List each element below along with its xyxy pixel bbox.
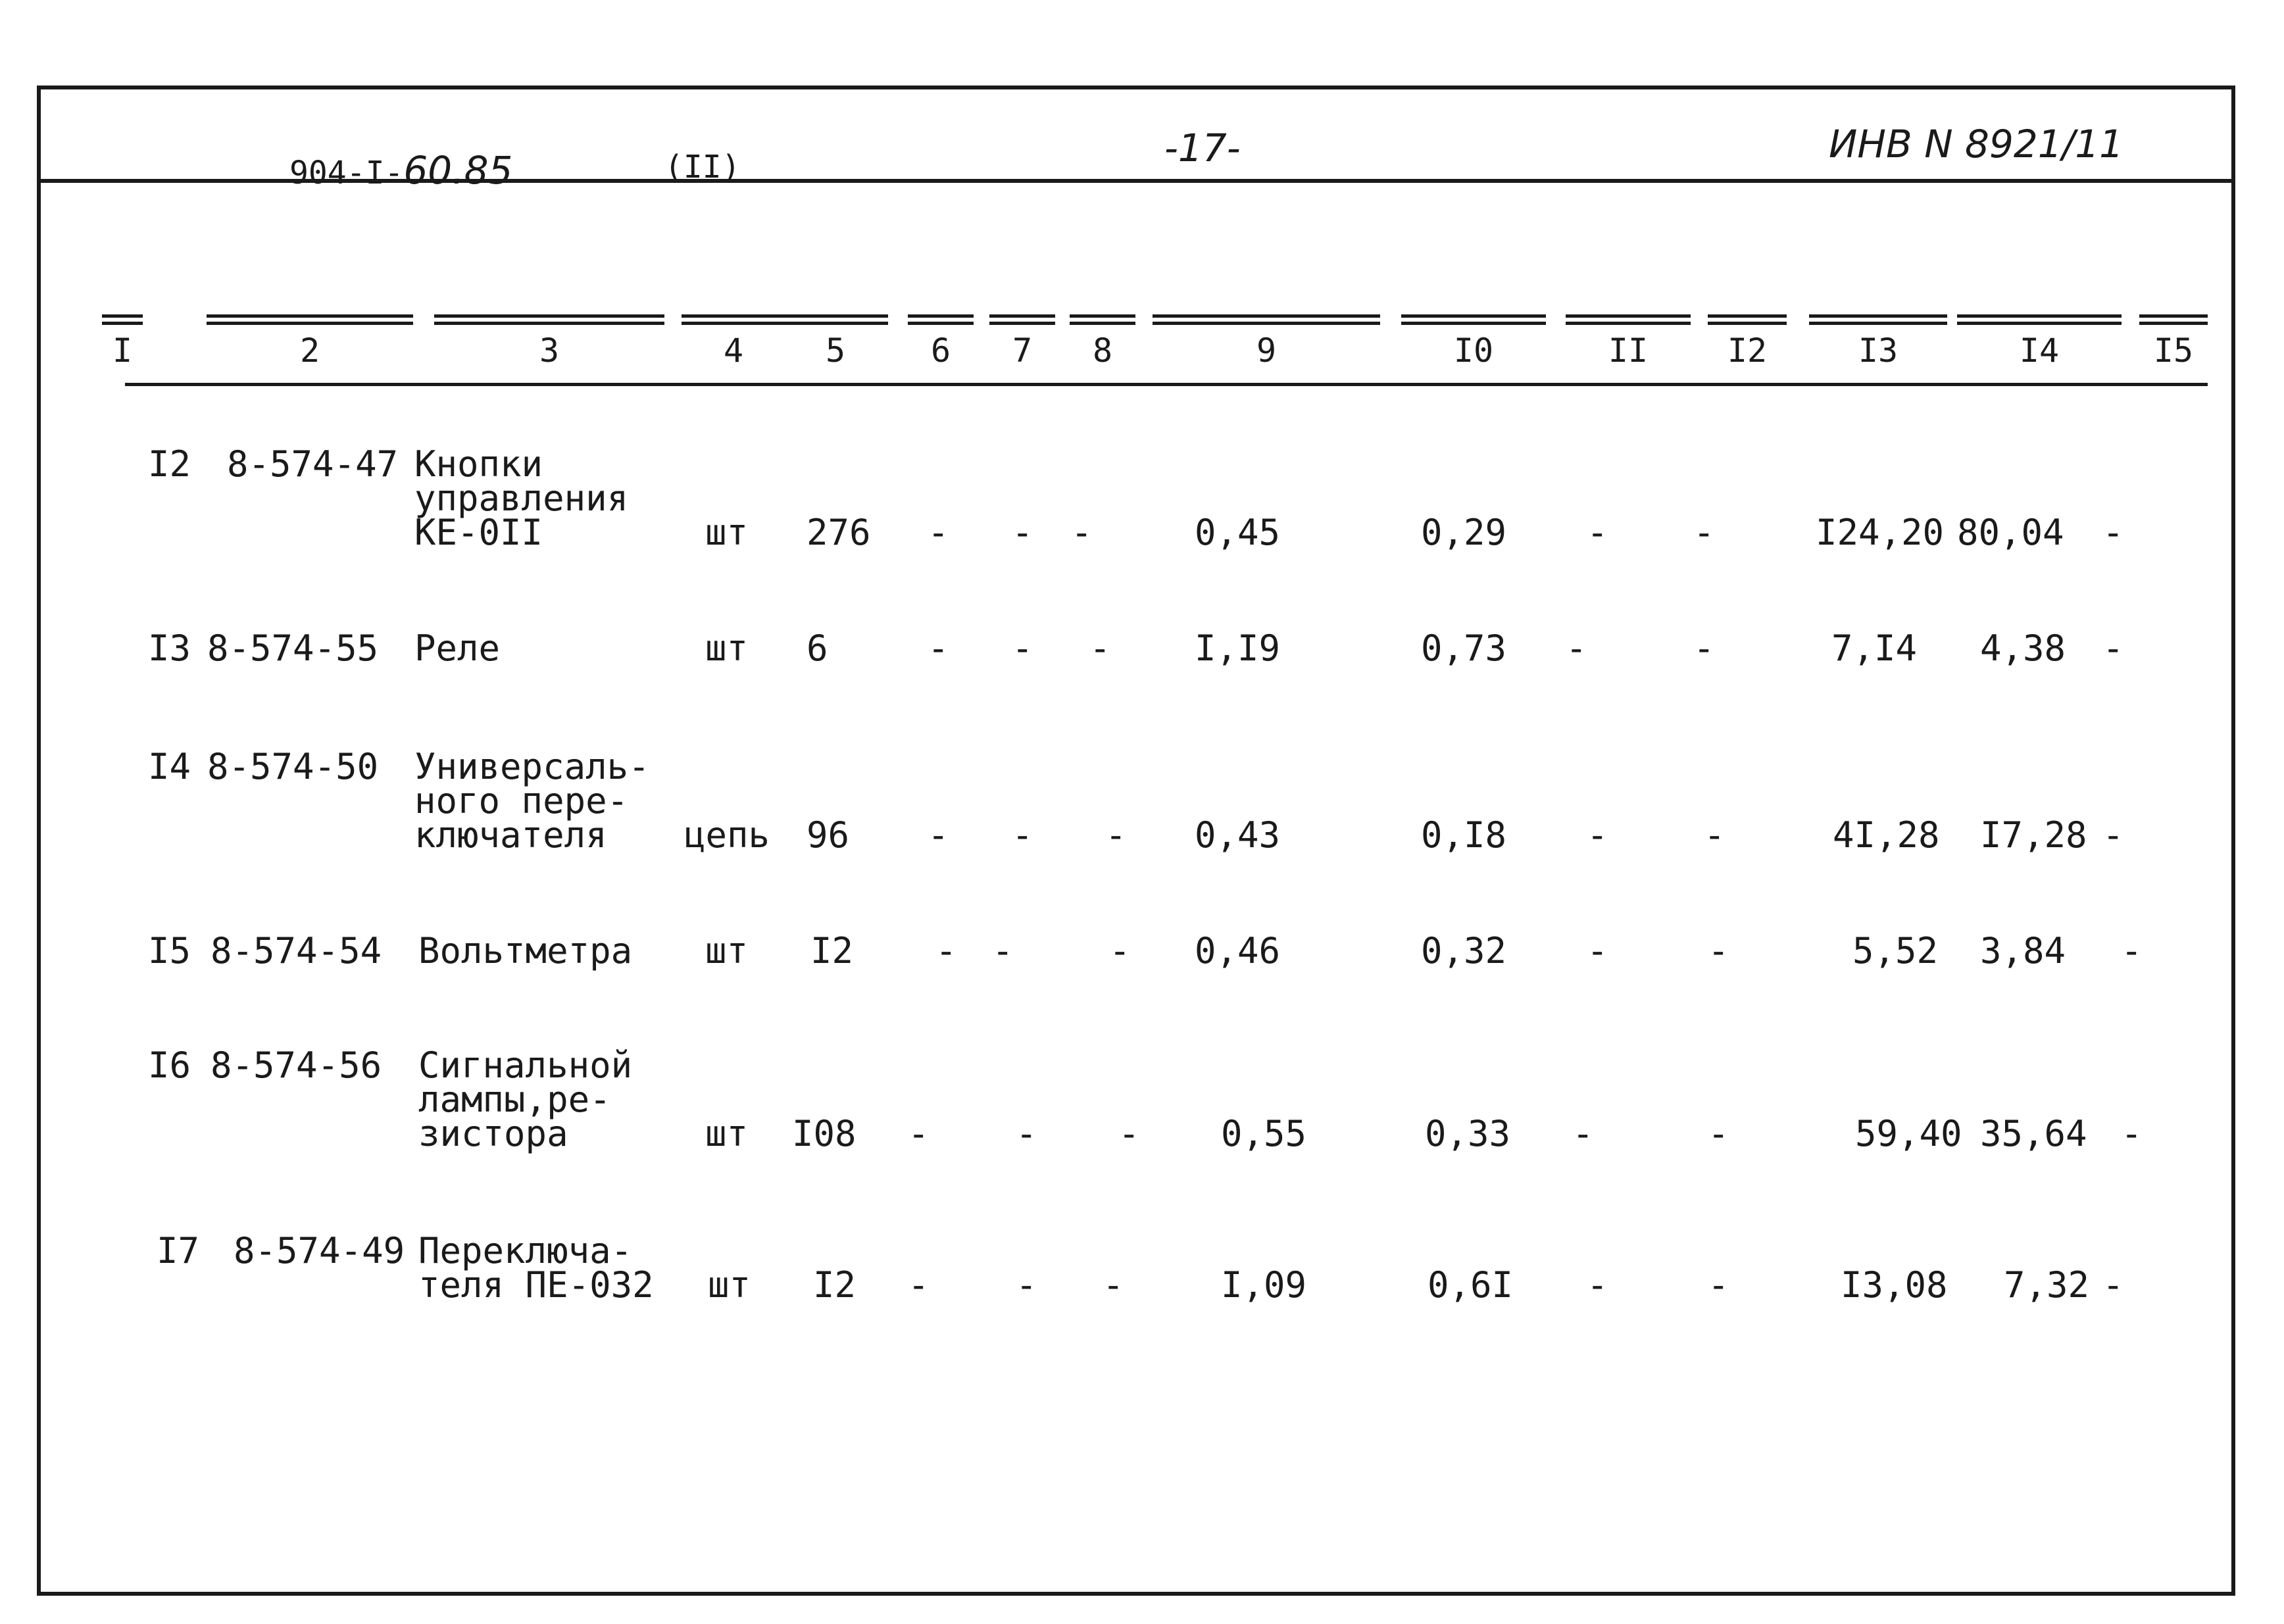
col-header-1: I bbox=[102, 314, 143, 367]
row-code: 8-574-56 bbox=[211, 1045, 382, 1086]
col-header-3: 3 bbox=[434, 314, 664, 367]
row-col13: 5,52 bbox=[1852, 930, 1939, 972]
row-description: Переключа- теля ПЕ-032 bbox=[418, 1230, 654, 1306]
row-col13: 4I,28 bbox=[1833, 814, 1940, 856]
col-header-8: 8 bbox=[1070, 314, 1135, 367]
row-col14: 35,64 bbox=[1980, 1113, 2087, 1154]
row-col6: - bbox=[928, 814, 949, 856]
row-col9: I,09 bbox=[1221, 1264, 1307, 1306]
col-header-4: 4 bbox=[682, 314, 785, 367]
row-col7: - bbox=[1016, 1264, 1037, 1306]
col-header-14: I4 bbox=[1957, 314, 2122, 367]
row-col10: 0,33 bbox=[1425, 1113, 1511, 1154]
row-col8: - bbox=[1109, 930, 1131, 972]
row-col6: - bbox=[928, 512, 949, 553]
header-underline bbox=[125, 383, 2208, 386]
row-col12: - bbox=[1704, 814, 1725, 856]
row-col11: - bbox=[1587, 930, 1608, 972]
row-col10: 0,73 bbox=[1421, 627, 1507, 669]
row-description: Сигнальной лампы,ре- зистора bbox=[418, 1045, 633, 1154]
row-col13: 7,I4 bbox=[1831, 627, 1918, 669]
col-header-6: 6 bbox=[908, 314, 974, 367]
row-code: 8-574-54 bbox=[211, 930, 382, 972]
row-col10: 0,29 bbox=[1421, 512, 1507, 553]
row-col7: - bbox=[992, 930, 1014, 972]
row-col9: 0,45 bbox=[1195, 512, 1281, 553]
row-col8: - bbox=[1105, 814, 1127, 856]
row-col6: - bbox=[935, 930, 957, 972]
col-header-5: 5 bbox=[783, 314, 888, 367]
row-col15: - bbox=[2102, 627, 2124, 669]
row-number: I2 bbox=[148, 443, 191, 485]
row-description: Реле bbox=[414, 627, 501, 669]
row-col9: 0,55 bbox=[1221, 1113, 1307, 1154]
row-col6: - bbox=[928, 627, 949, 669]
col-header-11: II bbox=[1566, 314, 1691, 367]
row-col12: - bbox=[1708, 930, 1729, 972]
doc-code-handwritten: 60.85 bbox=[403, 148, 513, 193]
row-number: I7 bbox=[157, 1230, 200, 1271]
row-col15: - bbox=[2102, 512, 2124, 553]
row-col8: - bbox=[1103, 1264, 1124, 1306]
row-description: Универсаль- ного пере- ключателя bbox=[414, 746, 650, 856]
row-col15: - bbox=[2102, 1264, 2124, 1306]
row-col9: I,I9 bbox=[1195, 627, 1281, 669]
row-qty: I2 bbox=[810, 930, 854, 972]
row-code: 8-574-47 bbox=[227, 443, 399, 485]
row-qty: I08 bbox=[792, 1113, 856, 1154]
row-number: I5 bbox=[148, 930, 191, 972]
row-col10: 0,I8 bbox=[1421, 814, 1507, 856]
row-code: 8-574-55 bbox=[207, 627, 379, 669]
inventory-number: ИНВ N 8921/11 bbox=[1829, 122, 2123, 166]
col-header-15: I5 bbox=[2139, 314, 2208, 367]
row-col14: 4,38 bbox=[1980, 627, 2066, 669]
row-col12: - bbox=[1708, 1113, 1729, 1154]
row-col12: - bbox=[1693, 512, 1715, 553]
row-qty: 276 bbox=[807, 512, 871, 553]
row-qty: I2 bbox=[813, 1264, 856, 1306]
doc-code bbox=[289, 148, 513, 193]
row-number: I3 bbox=[148, 627, 191, 669]
row-col8: - bbox=[1071, 512, 1093, 553]
col-header-7: 7 bbox=[989, 314, 1055, 367]
row-col10: 0,32 bbox=[1421, 930, 1507, 972]
row-col9: 0,46 bbox=[1195, 930, 1281, 972]
col-header-12: I2 bbox=[1708, 314, 1787, 367]
row-col11: - bbox=[1587, 1264, 1608, 1306]
col-header-2: 2 bbox=[207, 314, 413, 367]
col-header-9: 9 bbox=[1153, 314, 1380, 367]
row-number: I6 bbox=[148, 1045, 191, 1086]
row-col14: 80,04 bbox=[1957, 512, 2064, 553]
row-col7: - bbox=[1012, 814, 1033, 856]
row-col12: - bbox=[1693, 627, 1715, 669]
row-col13: 59,40 bbox=[1855, 1113, 1962, 1154]
row-col13: I3,08 bbox=[1841, 1264, 1948, 1306]
row-number: I4 bbox=[148, 746, 191, 787]
row-code: 8-574-49 bbox=[234, 1230, 405, 1271]
row-col6: - bbox=[908, 1264, 930, 1306]
row-col15: - bbox=[2121, 930, 2143, 972]
row-col8: - bbox=[1118, 1113, 1140, 1154]
row-unit: шт bbox=[708, 1264, 751, 1306]
row-col11: - bbox=[1587, 512, 1608, 553]
row-col8: - bbox=[1089, 627, 1111, 669]
row-col7: - bbox=[1016, 1113, 1037, 1154]
row-code: 8-574-50 bbox=[207, 746, 379, 787]
row-col11: - bbox=[1566, 627, 1587, 669]
row-description: Вольтметра bbox=[418, 930, 633, 972]
section-number: (II) bbox=[664, 149, 741, 185]
col-header-13: I3 bbox=[1809, 314, 1947, 367]
row-unit: шт bbox=[705, 512, 749, 553]
row-col7: - bbox=[1012, 512, 1033, 553]
row-col14: 7,32 bbox=[2004, 1264, 2090, 1306]
row-unit: цепь bbox=[684, 814, 770, 856]
row-col13: I24,20 bbox=[1816, 512, 1945, 553]
row-unit: шт bbox=[705, 1113, 749, 1154]
row-unit: шт bbox=[705, 627, 749, 669]
row-col14: 3,84 bbox=[1980, 930, 2066, 972]
row-qty: 6 bbox=[807, 627, 828, 669]
col-header-10: I0 bbox=[1401, 314, 1546, 367]
row-unit: шт bbox=[705, 930, 749, 972]
row-col10: 0,6I bbox=[1428, 1264, 1514, 1306]
doc-code-printed: 904-I- bbox=[289, 155, 404, 191]
row-qty: 96 bbox=[807, 814, 850, 856]
row-col7: - bbox=[1012, 627, 1033, 669]
row-col6: - bbox=[908, 1113, 930, 1154]
row-col12: - bbox=[1708, 1264, 1729, 1306]
row-col9: 0,43 bbox=[1195, 814, 1281, 856]
row-col11: - bbox=[1587, 814, 1608, 856]
row-col11: - bbox=[1572, 1113, 1594, 1154]
row-col15: - bbox=[2102, 814, 2124, 856]
page-number: -17- bbox=[1164, 126, 1241, 170]
row-description: Кнопки управления КЕ-0II bbox=[414, 443, 629, 553]
row-col14: I7,28 bbox=[1980, 814, 2087, 856]
row-col15: - bbox=[2121, 1113, 2143, 1154]
